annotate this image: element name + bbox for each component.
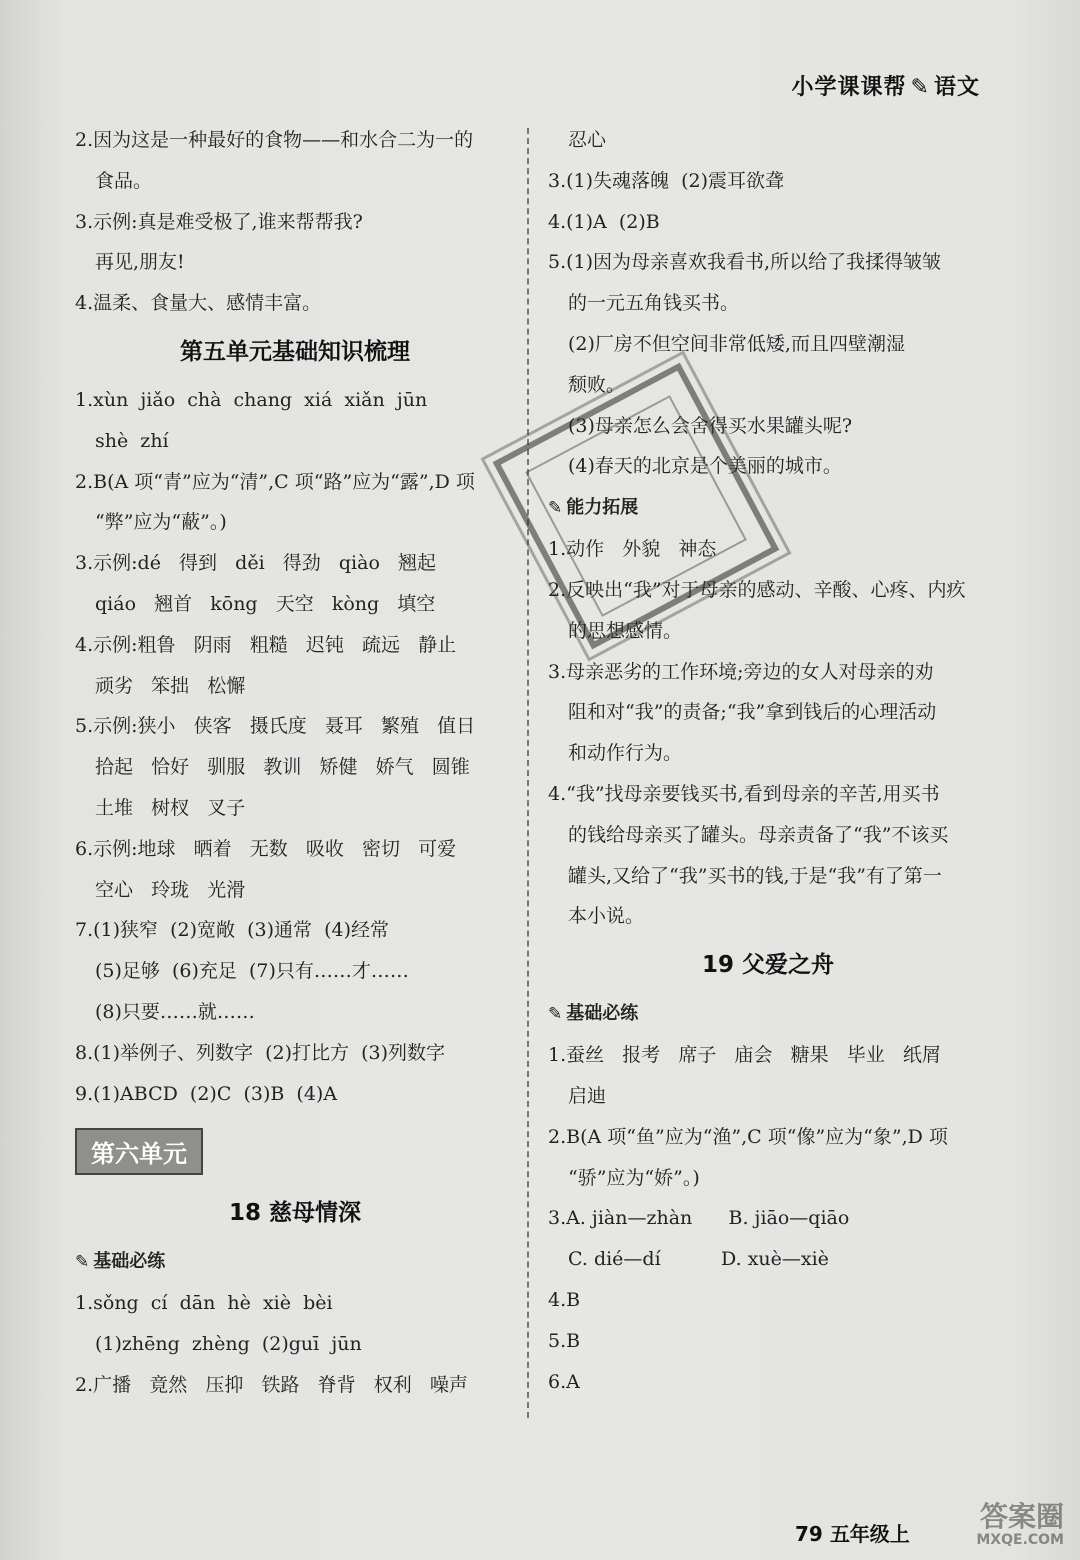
answer-line: (3)母亲怎么会舍得买水果罐头呢? bbox=[568, 414, 853, 437]
answer-line: 罐头,又给了“我”买书的钱,于是“我”有了第一 bbox=[568, 864, 942, 887]
answer-line: 1.蚕丝 报考 席子 庙会 糖果 毕业 纸屑 bbox=[548, 1044, 941, 1067]
answer-line: C. dié—dí D. xuè—xiè bbox=[568, 1248, 829, 1271]
answer-line: “弊”应为“蔽”。) bbox=[95, 511, 227, 534]
page-footer bbox=[795, 1518, 910, 1547]
answer-line: (4)春天的北京是个美丽的城市。 bbox=[568, 455, 842, 478]
right-column bbox=[548, 120, 988, 1402]
answer-line: 3.示例:dé 得到 děi 得劲 qiào 翘起 bbox=[75, 552, 437, 575]
answer-line: 食品。 bbox=[95, 169, 153, 192]
answer-line: 2.B(A 项“青”应为“清”,C 项“路”应为“露”,D 项 bbox=[75, 470, 475, 493]
answer-line: 5.示例:狭小 侠客 摄氏度 聂耳 繁殖 值日 bbox=[75, 715, 476, 738]
answer-line: 6.示例:地球 晒着 无数 吸收 密切 可爱 bbox=[75, 837, 457, 860]
page-header bbox=[792, 70, 980, 101]
subsection-label bbox=[548, 487, 988, 529]
answer-line: 3.示例:真是难受极了,谁来帮帮我? bbox=[75, 210, 363, 233]
answer-line: 1.xùn jiǎo chà chang xiá xiǎn jūn bbox=[75, 388, 428, 411]
watermark-logo bbox=[914, 1502, 1064, 1550]
answer-line: 4.(1)A (2)B bbox=[548, 210, 660, 233]
answer-line: 3.A. jiàn—zhàn B. jiāo—qiāo bbox=[548, 1207, 850, 1230]
answer-line: 再见,朋友! bbox=[95, 251, 185, 274]
column-divider bbox=[527, 128, 529, 1418]
section-heading: 18 慈母情深 bbox=[228, 1200, 361, 1227]
answer-line: 3.母亲恶劣的工作环境;旁边的女人对母亲的劝 bbox=[548, 660, 934, 683]
answer-line: 顽劣 笨拙 松懈 bbox=[95, 674, 246, 697]
answer-line: 2.因为这是一种最好的食物——和水合二为一的 bbox=[75, 129, 474, 151]
subsection-label bbox=[548, 993, 988, 1035]
subsection-text: 能力拓展 bbox=[566, 497, 639, 519]
answer-line: 的钱给母亲买了罐头。母亲责备了“我”不该买 bbox=[568, 823, 949, 846]
answer-line: 阻和对“我”的责备;“我”拿到钱后的心理活动 bbox=[568, 701, 937, 724]
subsection-label bbox=[75, 1241, 515, 1283]
answer-line: shè zhí bbox=[95, 429, 169, 452]
pencil-icon: ✎ bbox=[548, 498, 563, 519]
answer-line: 4.“我”找母亲要钱买书,看到母亲的辛苦,用买书 bbox=[548, 782, 940, 805]
answer-line: 拾起 恰好 驯服 教训 矫健 娇气 圆锥 bbox=[95, 756, 470, 779]
section-heading: 19 父爱之舟 bbox=[701, 952, 834, 979]
answer-line: 和动作行为。 bbox=[568, 742, 683, 765]
answer-line: 4.B bbox=[548, 1288, 581, 1311]
grade-label: 五年级上 bbox=[829, 1522, 910, 1546]
answer-line: (2)厂房不但空间非常低矮,而且四壁潮湿 bbox=[568, 332, 905, 355]
answer-line: 2.B(A 项“鱼”应为“渔”,C 项“像”应为“象”,D 项 bbox=[548, 1125, 948, 1148]
answer-line: 忍心 bbox=[568, 129, 607, 151]
watermark-text: 答案圈 bbox=[979, 1500, 1064, 1533]
left-column bbox=[75, 120, 515, 1406]
page-number: 79 bbox=[795, 1522, 823, 1546]
answer-line: 2.反映出“我”对于母亲的感动、辛酸、心疼、内疚 bbox=[548, 578, 966, 601]
answer-line: 5.(1)因为母亲喜欢我看书,所以给了我揉得皱皱 bbox=[548, 251, 942, 274]
answer-line: “骄”应为“娇”。) bbox=[568, 1166, 700, 1189]
subsection-text: 基础必练 bbox=[93, 1251, 166, 1273]
answer-line: (5)足够 (6)充足 (7)只有……才…… bbox=[95, 960, 409, 983]
section-heading: 第五单元基础知识梳理 bbox=[180, 338, 410, 365]
pen-icon: ✎ bbox=[910, 75, 930, 100]
answer-line: 3.(1)失魂落魄 (2)震耳欲聋 bbox=[548, 169, 785, 192]
answer-line: 6.A bbox=[548, 1370, 580, 1393]
answer-line: 本小说。 bbox=[568, 905, 645, 928]
answer-line: 8.(1)举例子、列数字 (2)打比方 (3)列数字 bbox=[75, 1041, 446, 1064]
answer-line: 1.动作 外貌 神态 bbox=[548, 538, 717, 561]
answer-line: 7.(1)狭窄 (2)宽敞 (3)通常 (4)经常 bbox=[75, 919, 390, 942]
unit-title: 第六单元 bbox=[75, 1128, 203, 1175]
answer-line: 启迪 bbox=[568, 1084, 607, 1107]
subsection-text: 基础必练 bbox=[566, 1003, 639, 1025]
answer-line: 空心 玲珑 光滑 bbox=[95, 878, 246, 901]
subject-label: 语文 bbox=[933, 75, 980, 100]
answer-line: 颓败。 bbox=[568, 373, 626, 396]
book-title: 小学课课帮 bbox=[791, 75, 907, 100]
answer-line: 5.B bbox=[548, 1329, 581, 1352]
unit-banner bbox=[75, 1114, 515, 1185]
pencil-icon: ✎ bbox=[548, 1004, 563, 1025]
answer-line: 4.温柔、食量大、感情丰富。 bbox=[75, 292, 322, 315]
answer-line: 2.广播 竟然 压抑 铁路 脊背 权利 噪声 bbox=[75, 1373, 468, 1396]
answer-line: 的一元五角钱买书。 bbox=[568, 292, 740, 315]
answer-line: (1)zhēng zhèng (2)guī jūn bbox=[95, 1333, 362, 1356]
answer-line: 9.(1)ABCD (2)C (3)B (4)A bbox=[75, 1082, 338, 1105]
answer-line: (8)只要……就…… bbox=[95, 1000, 255, 1023]
watermark-url: MXQE.COM bbox=[976, 1532, 1064, 1548]
answer-line: 1.sǒng cí dān hè xiè bèi bbox=[75, 1292, 333, 1315]
pencil-icon: ✎ bbox=[75, 1252, 90, 1273]
answer-line: 的思想感情。 bbox=[568, 619, 683, 642]
answer-line: qiáo 翘首 kōng 天空 kòng 填空 bbox=[95, 592, 436, 615]
answer-line: 土堆 树杈 叉子 bbox=[95, 796, 246, 819]
answer-line: 4.示例:粗鲁 阴雨 粗糙 迟钝 疏远 静止 bbox=[75, 633, 457, 656]
